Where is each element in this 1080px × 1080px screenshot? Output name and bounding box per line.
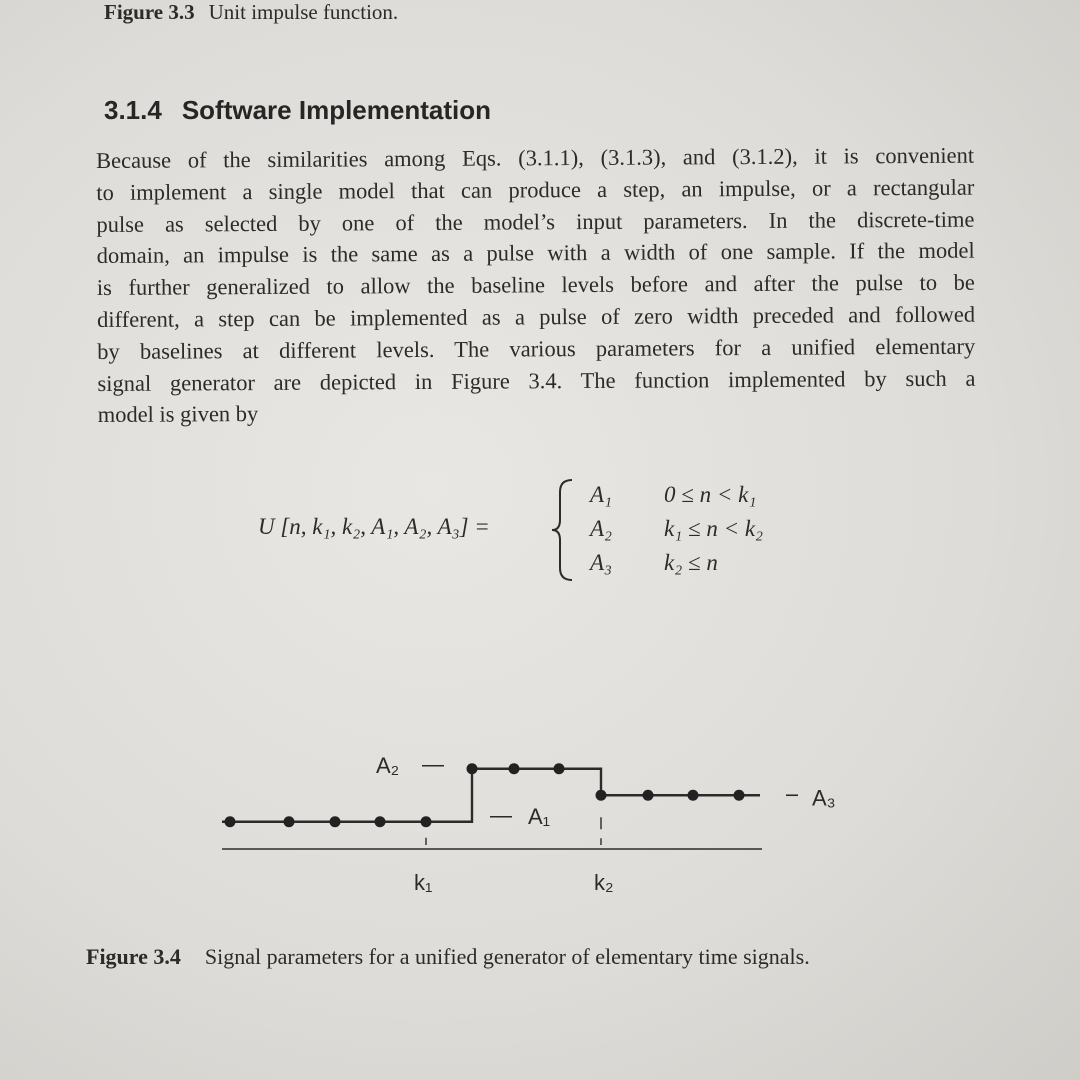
paragraph-line: pulse as selected by one of the model’s input parameters. In the discrete-time: [96, 206, 975, 237]
paragraph-line: signal generator are depicted in Figure 3.4. The function implemented by such a: [97, 365, 976, 396]
sample-point: [225, 816, 236, 827]
case-condition-3: k₂ ≤ n: [664, 550, 718, 575]
signal-waveform: [222, 769, 760, 822]
label-k1: k₁: [414, 870, 433, 895]
figure-3-3-label: Figure 3.3: [104, 0, 195, 24]
case-condition-2: k₁ ≤ n < k₂: [664, 516, 764, 541]
case-value-2: A₂: [590, 516, 613, 541]
case-value-1: A₁: [590, 482, 613, 507]
paragraph-line: to implement a single model that can produce a step, an impulse, or a rectangular: [96, 174, 975, 205]
label-k2: k₂: [594, 870, 614, 895]
label-A1: A₁: [528, 803, 551, 829]
sample-point: [509, 763, 520, 774]
sample-point: [734, 790, 745, 801]
figure-3-4-caption: [86, 944, 810, 970]
section-number: 3.1.4: [104, 95, 162, 125]
figure-3-3-caption: [104, 0, 398, 25]
case-value-3: A₃: [590, 550, 613, 575]
sample-point: [596, 790, 607, 801]
sample-point: [643, 790, 654, 801]
paragraph-line: by baselines at different levels. The various parameters for a unified elementary: [97, 333, 976, 364]
sample-point: [688, 790, 699, 801]
paragraph-line: model is given by: [97, 401, 259, 428]
signal-diagram: [210, 640, 850, 900]
paragraph-line: different, a step can be implemented as a pulse of zero width preceded and followed: [96, 301, 976, 332]
sample-point: [284, 816, 295, 827]
paragraph-line: Because of the similarities among Eqs. (3.1.1), (3.1.3), and (3.1.2), it is convenient: [96, 142, 975, 173]
figure-3-3-text: Unit impulse function.: [208, 0, 399, 24]
paragraph-line: is further generalized to allow the baseline levels before and after the pulse to be: [96, 269, 975, 301]
sample-point: [554, 763, 565, 774]
equation-lhs: U [n, k₁, k₂, A₁, A₂, A₃] =: [258, 514, 490, 539]
sample-point: [467, 763, 478, 774]
figure-3-4-label: Figure 3.4: [86, 944, 181, 969]
paragraph-line: domain, an impulse is the same as a pulse with a width of one sample. If the model: [96, 238, 975, 269]
section-title: Software Implementation: [181, 95, 491, 125]
case-condition-1: 0 ≤ n < k₁: [664, 482, 757, 507]
sample-point: [421, 816, 432, 827]
section-heading: [104, 95, 491, 126]
label-A3: A₃: [812, 785, 836, 811]
label-A2: A₂: [376, 752, 400, 778]
figure-3-4-text: Signal parameters for a unified generator of elementary time signals.: [204, 944, 810, 969]
left-brace: [548, 478, 578, 582]
sample-point: [375, 816, 386, 827]
body-paragraph: [96, 140, 976, 432]
sample-point: [330, 816, 341, 827]
piecewise-equation: [258, 478, 818, 584]
